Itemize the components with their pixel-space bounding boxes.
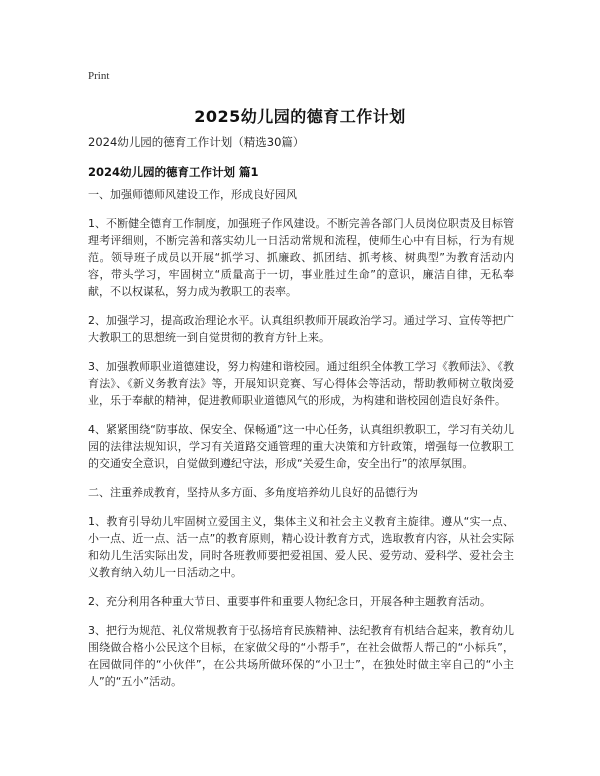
print-link[interactable]: Print bbox=[88, 70, 110, 82]
paragraph-heading-1: 一、加强师德师风建设工作，形成良好园风 bbox=[88, 188, 297, 201]
paragraph: 4、紧紧围绕“防事故、保安全、保畅通”这一中心任务，认真组织教职工，学习有关幼儿园的法律法规知识，学习有关道路交通管理的重大决策和方针政策，增强每一位教职工的交通安全意识，自觉做到遵纪守法，形成“关爱生命，安全出行”的浓厚氛围。 bbox=[88, 423, 514, 470]
document-title: 2025幼儿园的德育工作计划 bbox=[194, 107, 406, 126]
paragraph: 3、加强教师职业道德建设，努力构建和谐校园。通过组织全体教工学习《教师法》、《教育法》、《新义务教育法》等，开展知识竞赛、写心得体会等活动，帮助教师树立敬岗爱业，乐于奉献的精神，促进教师职业道德风气的形成，为构建和谐校园创造良好条件。 bbox=[88, 360, 514, 407]
paragraph: 2、加强学习，提高政治理论水平。认真组织教师开展政治学习。通过学习、宣传等把广大教职工的思想统一到自觉贯彻的教育方针上来。 bbox=[88, 314, 514, 344]
paragraph: 1、不断健全德育工作制度，加强班子作风建设。不断完善各部门人员岗位职责及目标管理考评细则，不断完善和落实幼儿一日活动常规和流程，使师生心中有目标，行为有规范。领导班子成员以开展“抓学习、抓廉政、抓团结、抓考核、树典型”为教育活动内容，带头学习，牢固树立“质量高于一切，事业胜过生命”的意识，廉洁自律，无私奉献，不以权谋私，努力成为教职工的表率。 bbox=[88, 217, 514, 298]
paragraph: 3、把行为规范、礼仪常规教育于弘扬培育民族精神、法纪教育有机结合起来，教育幼儿围绕做合格小公民这个目标，在家做父母的“小帮手”，在社会做帮人帮己的“小标兵”，在园做同伴的“小伙伴”，在公共场所做环保的“小卫士”，在独处时做主宰自己的“小主人”的“五小”活动。 bbox=[88, 624, 514, 688]
document-subtitle: 2024幼儿园的德育工作计划（精选30篇） bbox=[88, 135, 305, 149]
paragraph: 2、充分利用各种重大节日、重要事件和重要人物纪念日，开展各种主题教育活动。 bbox=[88, 595, 491, 608]
section-heading: 2024幼儿园的德育工作计划 篇1 bbox=[88, 165, 259, 179]
paragraph-heading-2: 二、注重养成教育，坚持从多方面、多角度培养幼儿良好的品德行为 bbox=[88, 486, 418, 499]
document-body bbox=[88, 186, 514, 702]
paragraph: 1、教育引导幼儿牢固树立爱国主义，集体主义和社会主义教育主旋律。遵从“实一点、小一点、近一点、活一点”的教育原则，精心设计教育方式，选取教育内容，从社会实际和幼儿生活实际出发，同时各班教师要把爱祖国、爱人民、爱劳动、爱科学、爱社会主义教育纳入幼儿一日活动之中。 bbox=[88, 515, 514, 579]
